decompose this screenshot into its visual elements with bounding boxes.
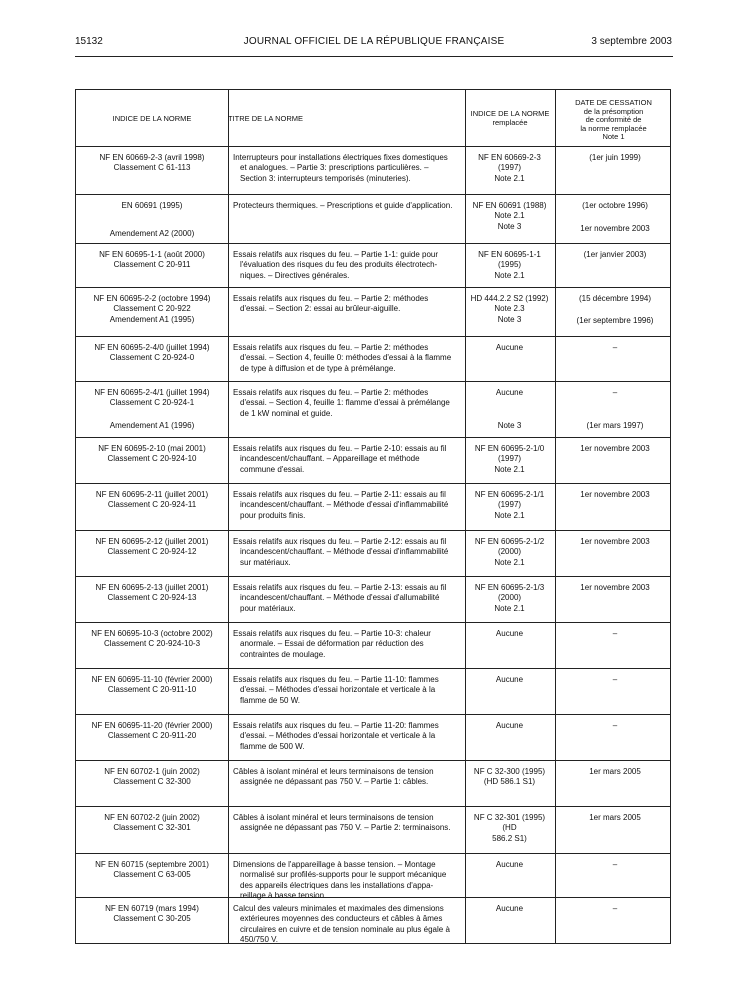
cell-standard-index [76,537,228,558]
standard-title-line: et analogues. – Partie 3: prescriptions particulières. – [240,163,429,173]
replaced-index-line: NF C 32-301 (1995) (HD [473,813,546,833]
standard-title-line: extérieures moyennes des conducteurs et câbles à âmes [240,914,443,924]
cell-standard-index [76,294,228,325]
issue-date: 3 septembre 2003 [591,36,672,47]
replaced-index-line: Aucune [495,343,524,352]
standard-title-line: de type à diffusion et de type à prémélange. [240,363,396,373]
cell-standard-title [233,813,464,834]
cell-cessation-date [558,388,672,398]
standard-title-line: Essais relatifs aux risques du feu. – Partie 2: méthodes [233,294,429,303]
cell-replaced-index [467,153,552,184]
standard-index-line: NF EN 60702-1 (juin 2002) [104,767,200,776]
row-divider [76,336,670,337]
replaced-index-line: Note 2.1 [494,173,525,183]
cessation-date-line: – [612,388,618,397]
cessation-date-line: – [612,675,618,684]
column-header-cessation-line: Note 1 [602,132,625,142]
cell-replaced-index [467,490,552,521]
replaced-index-line: HD 444.2.2 S2 (1992) [470,294,549,303]
standard-title-line: Essais relatifs aux risques du feu. – Partie 2: méthodes [233,343,429,352]
standard-index-line: NF EN 60695-2-2 (octobre 1994) [93,294,211,303]
standard-index-line: Classement C 20-924-1 [109,398,195,408]
cell-cessation-date [558,444,672,454]
replaced-index-line: NF EN 60691 (1988) [472,201,547,210]
standard-title-line: incandescent/chauffant. – Appareillage et méthode [240,454,420,464]
standard-title-line: Essais relatifs aux risques du feu. – Partie 11-10: flammes [233,675,439,684]
cell-cessation-date-amendment [558,316,672,326]
standard-title-line: Section 3: interrupteurs temporisés (minuteries). [240,173,411,183]
column-divider [555,90,556,943]
cell-standard-title [233,860,464,901]
standard-index-line: NF EN 60695-2-13 (juillet 2001) [95,583,209,592]
standard-title-line: contraintes de moulage. [240,649,326,659]
standard-index-line: Classement C 20-924-0 [109,353,195,363]
standard-index-line: NF EN 60695-2-4/0 (juillet 1994) [94,343,210,352]
standards-table [75,89,671,944]
row-divider [76,146,670,147]
row-divider [76,714,670,715]
cell-standard-title [233,490,464,521]
page-header [0,36,748,52]
cell-standard-title [233,444,464,475]
replaced-index-line: NF EN 60695-2-1/3 (2000) [474,583,545,603]
cell-standard-title [233,583,464,614]
standard-index-line: NF EN 60695-11-10 (février 2000) [91,675,213,684]
column-header-cessation-line: DATE DE CESSATION [575,98,652,107]
standard-index-line: Classement C 20-922 [113,304,191,314]
standard-index-line: NF EN 60695-2-12 (juillet 2001) [95,537,209,546]
cell-cessation-date [558,490,672,500]
column-header-cessation-line: la norme remplacée [580,123,647,133]
cell-standard-title [233,767,464,788]
standard-title-line: flamme de 500 W. [240,741,305,751]
cell-cessation-date [558,201,672,211]
standard-index-line: Classement C 20-911-10 [107,685,197,695]
standard-title-line: d'essai. – Méthodes d'essai horizontale et verticale à la [240,731,436,741]
standard-index-line: Classement C 20-924-10 [107,454,197,464]
cessation-date-line: – [612,860,618,869]
cessation-date-line: 1er novembre 2003 [580,444,650,453]
standard-title-line: sur matériaux. [240,557,291,567]
standard-title-line: incandescent/chauffant. – Méthode d'essai d'inflammabilité [240,547,449,557]
standard-index-line: Amendement A1 (1996) [109,421,195,430]
cessation-date-line: (1er juin 1999) [589,153,641,162]
standard-index-line: Classement C 30-205 [113,914,191,924]
standard-index-line: Classement C 63-005 [113,870,191,880]
cell-standard-title [233,388,464,419]
cell-cessation-date [558,583,672,593]
replaced-index-line: Aucune [495,904,524,913]
standard-title-line: d'essai. – Méthodes d'essai horizontale et verticale à la [240,685,436,695]
column-header-cessation-line: de conformité de [585,115,642,125]
standard-index-line: NF EN 60695-2-11 (juillet 2001) [95,490,209,499]
standard-title-line: anormale. – Essai de déformation par réduction des [240,639,424,649]
cell-standard-index [76,904,228,925]
replaced-index-line: Note 3 [497,314,522,324]
standard-index-line: NF EN 60695-10-3 (octobre 2002) [91,629,213,638]
column-header-standard-index: INDICE DE LA NORME [112,114,192,123]
column-divider [465,90,466,943]
replaced-index-line: Note 3 [497,421,522,430]
standard-title-line: Essais relatifs aux risques du feu. – Partie 2-13: essais au fil [233,583,447,592]
standard-title-line: incandescent/chauffant. – Méthode d'essai d'inflammabilité [240,500,449,510]
cell-standard-index [76,583,228,604]
standard-title-line: Essais relatifs aux risques du feu. – Partie 2-12: essais au fil [233,537,447,546]
replaced-index-line: NF EN 60695-1-1 (1995) [478,250,541,270]
standard-title-line: reillage à basse tension. [240,890,327,900]
cessation-date-line: (15 décembre 1994) [578,294,652,303]
replaced-index-line: Note 2.1 [494,557,525,567]
standard-title-line: de 1 kW nominal et guide. [240,408,333,418]
standard-title-line: Câbles à isolant minéral et leurs terminaisons de tension [233,813,434,822]
standard-title-line: des appareils électriques dans les installations d'appa- [240,880,434,890]
standard-index-line: Classement C 20-911 [113,260,191,270]
replaced-index-line: Aucune [495,388,524,397]
standard-title-line: Interrupteurs pour installations électriques fixes domestiques [233,153,448,162]
cell-standard-index [76,250,228,271]
cell-standard-title [233,629,464,660]
cell-replaced-index [467,860,552,870]
row-divider [76,437,670,438]
cell-cessation-date [558,537,672,547]
cell-replaced-index [467,721,552,731]
column-header-replaced-index-line: INDICE DE LA NORME [470,109,550,118]
cessation-date-line: (1er septembre 1996) [576,316,654,325]
cell-replaced-index-amendment [467,421,552,431]
cell-replaced-index [467,629,552,639]
standard-index-line: NF EN 60715 (septembre 2001) [95,860,209,869]
row-divider [76,381,670,382]
cell-replaced-index [467,250,552,281]
cell-replaced-index [467,343,552,353]
standard-title-line: pour matériaux. [240,603,296,613]
cell-replaced-index [467,813,552,844]
cessation-date-line: – [612,629,618,638]
cessation-date-line: 1er novembre 2003 [580,583,650,592]
replaced-index-line: Note 2.3 [494,304,525,314]
cell-standard-index [76,153,228,174]
cell-cessation-date [558,904,672,914]
cell-standard-index-amendment [76,421,228,431]
cessation-date-line: – [612,721,618,730]
standard-index-line: Classement C 32-300 [113,777,191,787]
standard-index-line: Classement C 32-301 [113,823,191,833]
cessation-date-line: – [612,904,618,913]
row-divider [76,760,670,761]
cessation-date-line: 1er mars 2005 [589,767,641,776]
row-divider [76,622,670,623]
cell-standard-index [76,388,228,409]
cell-replaced-index [467,583,552,614]
cell-standard-index [76,201,228,211]
cessation-date-line: – [612,343,618,352]
cell-standard-index [76,813,228,834]
cell-replaced-index [467,294,552,325]
column-header-replaced-index [465,109,555,127]
standard-index-line: Amendement A1 (1995) [109,314,195,324]
cell-cessation-date [558,860,672,870]
cell-replaced-index [467,444,552,475]
cell-replaced-index [467,537,552,568]
standard-index-line: NF EN 60695-11-20 (février 2000) [91,721,213,730]
standard-title-line: d'essai. – Section 2: essai au brûleur-aiguille. [240,304,401,314]
cell-standard-index [76,675,228,696]
cessation-date-line: 1er novembre 2003 [580,537,650,546]
replaced-index-line: 586.2 S1) [492,833,527,843]
standard-title-line: Essais relatifs aux risques du feu. – Partie 2-10: essais au fil [233,444,447,453]
column-header-standard-title: TITRE DE LA NORME [228,114,304,123]
cell-cessation-date-amendment [558,224,672,234]
standard-title-line: Essais relatifs aux risques du feu. – Partie 1-1: guide pour [233,250,438,259]
row-divider [76,806,670,807]
cell-standard-index [76,490,228,511]
replaced-index-line: NF EN 60695-2-1/1 (1997) [474,490,545,510]
cessation-date-line: (1er janvier 2003) [583,250,647,259]
standard-title-line: d'essai. – Section 4, feuille 0: méthodes d'essai à la flamme [240,353,452,363]
standard-title-line: normalisé sur profilés-supports pour le support mécanique [240,870,447,880]
standard-title-line: pour produits finis. [240,510,306,520]
cell-standard-index [76,721,228,742]
cell-cessation-date [558,294,672,304]
cell-cessation-date-amendment [558,421,672,431]
standard-index-line: Classement C 20-924-10-3 [103,639,201,649]
standard-title-line: Essais relatifs aux risques du feu. – Partie 2-11: essais au fil [233,490,446,499]
standard-index-line: Classement C 20-924-12 [107,547,197,557]
cessation-date-line: 1er novembre 2003 [580,490,650,499]
row-divider [76,243,670,244]
column-header-cessation-date [555,99,672,142]
standard-index-line: Classement C 20-924-11 [107,500,197,510]
replaced-index-line: Note 2.1 [494,603,525,613]
row-divider [76,194,670,195]
column-header-cessation-line: de la présomption [583,106,644,116]
cell-standard-title [233,675,464,706]
replaced-index-line: NF EN 60669-2-3 (1997) [478,153,541,173]
standard-title-line: incandescent/chauffant. – Méthode d'essai d'allumabilité [240,593,440,603]
replaced-index-line: Aucune [495,675,524,684]
replaced-index-line: Aucune [495,721,524,730]
cell-standard-title [233,250,464,281]
cell-standard-index [76,629,228,650]
cell-standard-index [76,767,228,788]
standard-title-line: Calcul des valeurs minimales et maximales des dimensions [233,904,444,913]
standard-index-line: NF EN 60702-2 (juin 2002) [104,813,200,822]
standard-title-line: Dimensions de l'appareillage à basse tension. – Montage [233,860,436,869]
cessation-date-line: 1er novembre 2003 [580,224,650,233]
standard-title-line: circulaires en cuivre et de tension nominale au plus égale à [240,924,450,934]
replaced-index-line: NF EN 60695-2-1/2 (2000) [474,537,545,557]
standard-index-line: Amendement A2 (2000) [109,229,195,238]
row-divider [76,530,670,531]
replaced-index-line: Note 2.1 [494,464,525,474]
standard-index-line: Classement C 20-924-13 [107,593,197,603]
header-rule [75,56,673,57]
cell-cessation-date [558,675,672,685]
standard-title-line: Essais relatifs aux risques du feu. – Partie 11-20: flammes [233,721,439,730]
cessation-date-line: (1er mars 1997) [586,421,644,430]
cell-cessation-date [558,153,672,163]
standard-title-line: assignée ne dépassant pas 750 V. – Partie 2: terminaisons. [240,823,451,833]
row-divider [76,483,670,484]
replaced-index-line: Aucune [495,629,524,638]
standard-title-line: 450/750 V. [240,934,278,944]
row-divider [76,897,670,898]
replaced-index-line: Note 2.1 [494,211,525,221]
replaced-index-line: NF C 32-300 (1995) [473,767,546,776]
standard-title-line: assignée ne dépassant pas 750 V. – Partie 1: câbles. [240,777,429,787]
standard-index-line: NF EN 60669-2-3 (avril 1998) [99,153,205,162]
cell-replaced-index [467,388,552,398]
standard-title-line: flamme de 50 W. [240,695,301,705]
standard-title-line: Essais relatifs aux risques du feu. – Partie 2: méthodes [233,388,429,397]
cessation-date-line: 1er mars 2005 [589,813,641,822]
standard-title-line: d'essai. – Section 4, feuille 1: flamme d'essai à prémélange [240,398,450,408]
replaced-index-line: Note 2.1 [494,270,525,280]
cell-standard-title [233,904,464,945]
cell-cessation-date [558,813,672,823]
standard-index-line: NF EN 60695-1-1 (août 2000) [99,250,205,259]
row-divider [76,287,670,288]
standard-title-line: Protecteurs thermiques. – Prescriptions et guide d'application. [233,201,453,210]
row-divider [76,576,670,577]
cell-standard-title [233,343,464,374]
standard-title-line: l'évaluation des risques du feu des produits électrotech- [240,260,438,270]
cell-standard-index [76,860,228,881]
standard-index-line: NF EN 60719 (mars 1994) [105,904,199,913]
cell-standard-index [76,444,228,465]
standard-title-line: niques. – Directives générales. [240,270,350,280]
cell-cessation-date [558,629,672,639]
cell-replaced-index [467,904,552,914]
cell-standard-title [233,153,464,184]
column-divider [228,90,229,943]
replaced-index-line: Aucune [495,860,524,869]
cessation-date-line: (1er octobre 1996) [582,201,648,210]
replaced-index-line: Note 2.1 [494,510,525,520]
cell-cessation-date [558,250,672,260]
cell-cessation-date [558,343,672,353]
standard-index-line: NF EN 60695-2-4/1 (juillet 1994) [94,388,210,397]
cell-replaced-index [467,767,552,788]
cell-cessation-date [558,721,672,731]
standard-title-line: Essais relatifs aux risques du feu. – Partie 10-3: chaleur [233,629,431,638]
page-number: 15132 [75,36,103,47]
column-header-replaced-index-line: remplacée [492,118,528,127]
standard-title-line: commune d'essai. [240,464,305,474]
replaced-index-line: (HD 586.1 S1) [483,777,536,787]
cell-standard-title [233,537,464,568]
replaced-index-line: Note 3 [497,221,522,231]
standard-index-line: NF EN 60695-2-10 (mai 2001) [98,444,206,453]
cell-cessation-date [558,767,672,777]
standard-index-line: EN 60691 (1995) [121,201,183,210]
cell-standard-title [233,294,464,315]
standard-index-line: Classement C 20-911-20 [107,731,197,741]
standard-index-line: Classement C 61-113 [113,163,191,173]
cell-replaced-index [467,675,552,685]
row-divider [76,668,670,669]
cell-standard-index [76,343,228,364]
standard-title-line: Câbles à isolant minéral et leurs terminaisons de tension [233,767,434,776]
row-divider [76,853,670,854]
cell-standard-title [233,201,464,211]
replaced-index-line: NF EN 60695-2-1/0 (1997) [474,444,545,464]
cell-standard-title [233,721,464,752]
cell-standard-index-amendment [76,229,228,239]
cell-replaced-index [467,201,552,232]
journal-title: JOURNAL OFFICIEL DE LA RÉPUBLIQUE FRANÇAISE [243,36,505,47]
